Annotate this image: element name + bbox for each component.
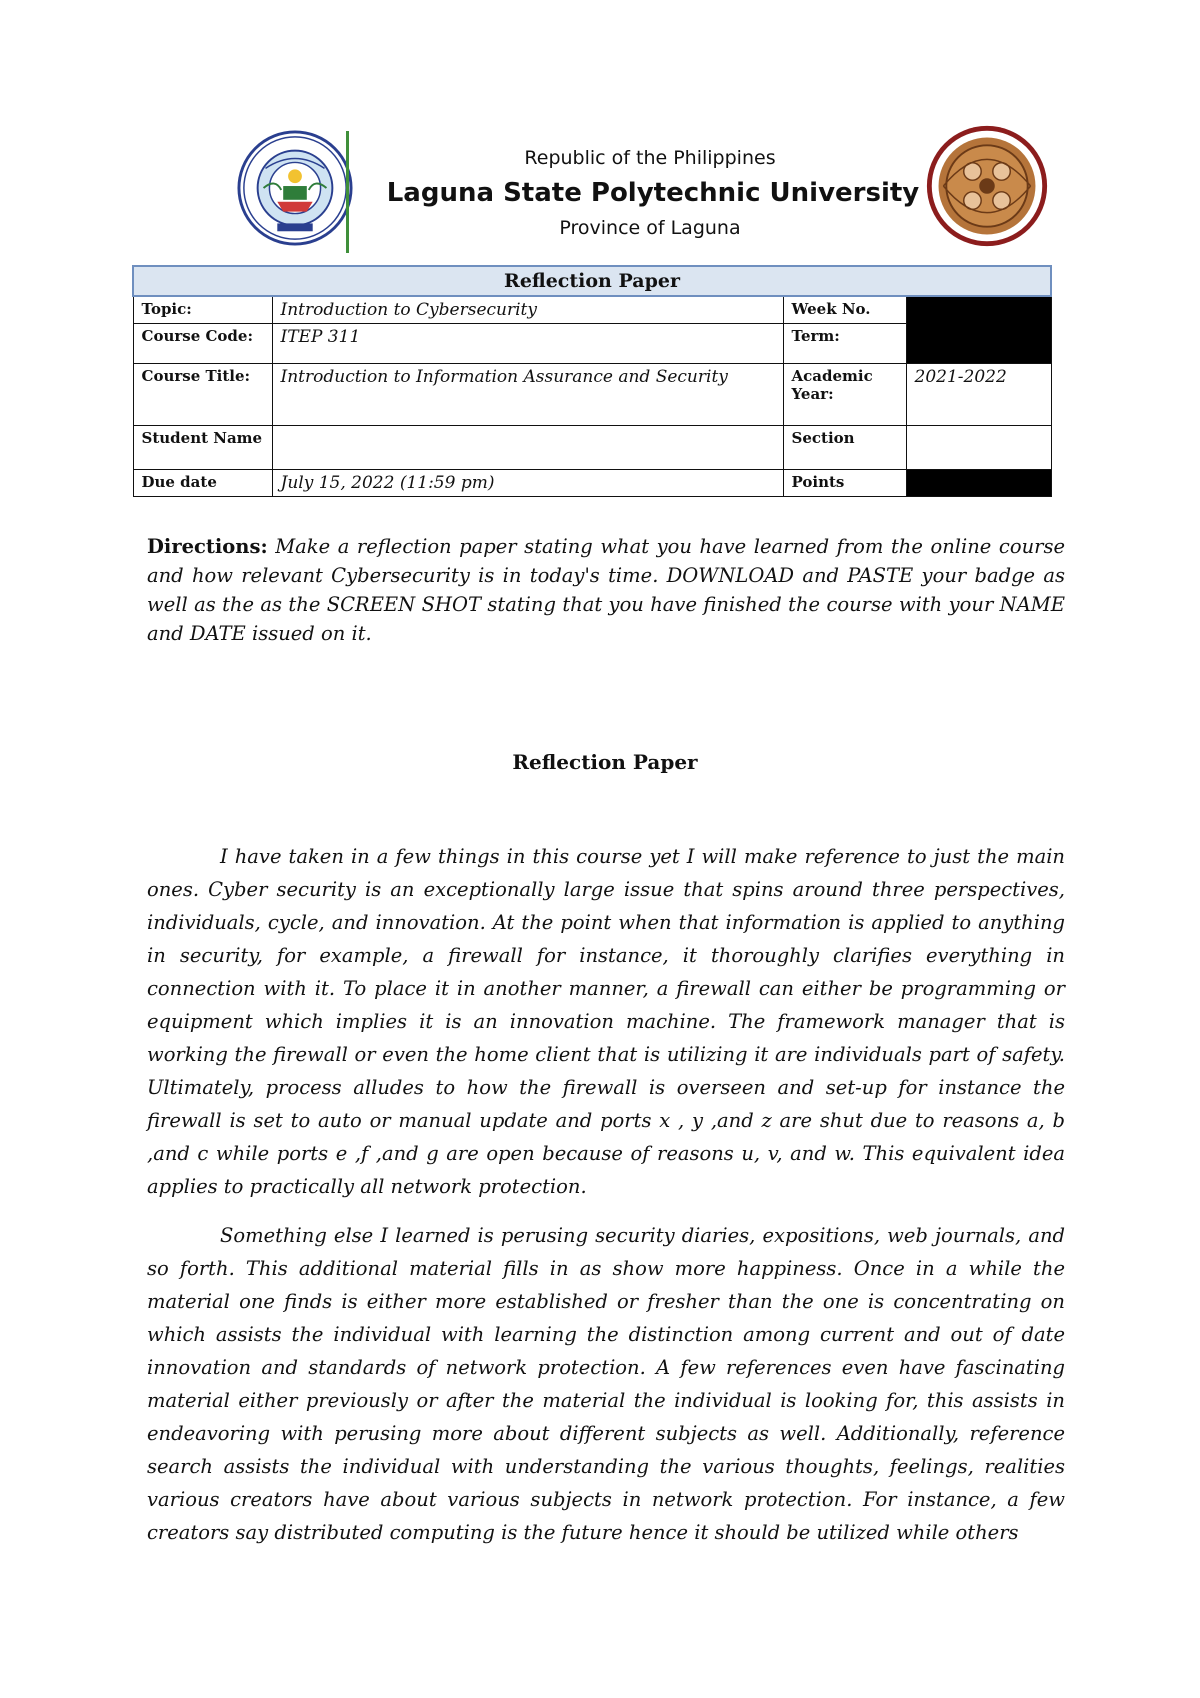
points-redacted [906,470,1051,497]
academic-year-value: 2021-2022 [906,364,1051,426]
week-term-redacted [906,296,1051,364]
due-date-value: July 15, 2022 (11:59 pm) [272,470,783,497]
assignment-info-table [132,265,1052,497]
topic-label: Topic: [133,296,272,324]
province-label: Province of Laguna [559,217,741,239]
reflection-paragraph: I have taken in a few things in this course yet I will make reference to just the main ones. Cyber security is an exceptionally large issue that spins around three perspectives, individuals, cycle, and innovation. At the point when that information is applied to anything in security, for example, a firewall for instance, it thoroughly clarifies everything in connection with it. To place it in another manner, a firewall can either be programming or equipment which implies it is an innovation machine. The framework manager that is working the firewall or even the home client that is utilizing it are individuals part of safety. Ultimately, process alludes to how the firewall is overseen and set-up for instance the firewall is set to auto or manual update and ports x , y ,and z are shut due to reasons a, b ,and c while ports e ,f ,and g are open because of reasons u, v, and w. This equivalent idea applies to practically all network protection. [147,845,1065,1198]
term-label: Term: [783,324,906,364]
points-label: Points [783,470,906,497]
directions-block [147,532,1065,648]
republic-label: Republic of the Philippines [524,147,776,169]
directions-label: Directions: [147,535,268,558]
course-title-value: Introduction to Information Assurance and Security [272,364,783,426]
reflection-title: Reflection Paper [512,750,698,774]
academic-year-label: Academic Year: [783,364,906,426]
student-name-value [272,426,783,470]
directions-text: Make a reflection paper stating what you have learned from the online course and how relevant Cybersecurity is in today's time. DOWNLOAD and PASTE your badge as well as the as the SCREEN SHOT stating that you have finished the course with your NAME and DATE issued on it. [147,535,1065,645]
reflection-body [147,840,1065,1565]
university-name: Laguna State Polytechnic University [386,178,920,208]
due-date-label: Due date [133,470,272,497]
course-code-label: Course Code: [133,324,272,364]
section-value [906,426,1051,470]
lspu-seal-icon [236,129,354,247]
reflection-paragraph: Something else I learned is perusing security diaries, expositions, web journals, and so forth. This additional material fills in as show more happiness. Once in a while the material one finds is either more established or fresher than the one is concentrating on which assists the individual with learning the distinction among current and out of date innovation and standards of network protection. A few references even have fascinating material either previously or after the material the individual is looking for, this assists in endeavoring with perusing more about different subjects as well. Additionally, reference search assists the individual with understanding the various thoughts, feelings, realities various creators have about various subjects in network protection. For instance, a few creators say distributed computing is the future hence it should be utilized while others [147,1224,1065,1544]
student-name-label: Student Name [133,426,272,470]
course-code-value: ITEP 311 [272,324,783,364]
topic-value: Introduction to Cybersecurity [272,296,783,324]
letterhead [230,125,1050,255]
course-title-label: Course Title: [133,364,272,426]
week-label: Week No. [783,296,906,324]
section-label: Section [783,426,906,470]
info-table-title: Reflection Paper [133,266,1051,296]
ccs-seal-icon [924,123,1050,249]
